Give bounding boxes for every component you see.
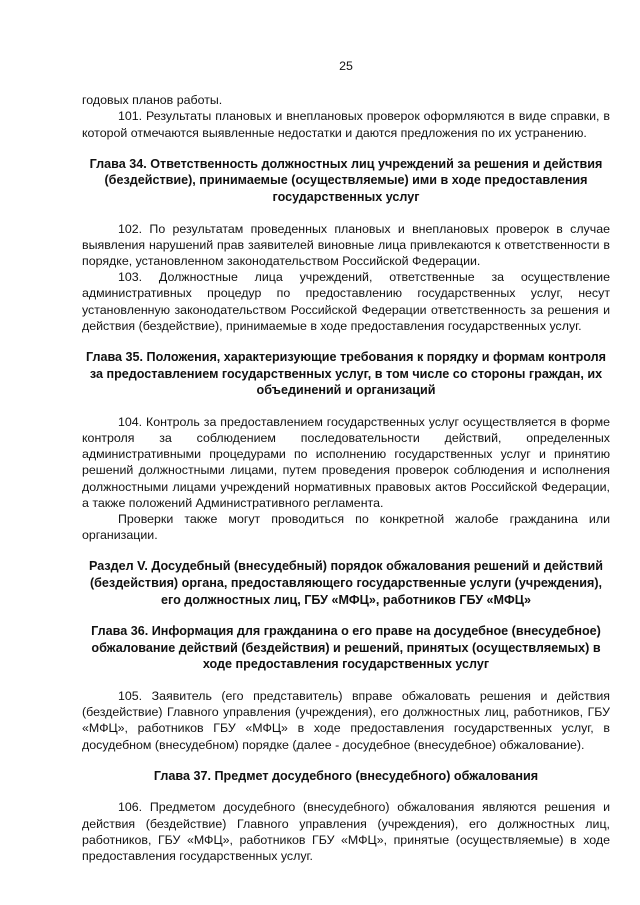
paragraph-103: 103. Должностные лица учреждений, ответственные за осуществление административных процедур по предоставлению государственных услуг, несут установленную законодательством Российской Федерации ответственность за решения и действия (бездействие), принимаемые в ходе предоставления государственных услуг. — [82, 270, 610, 333]
document-page — [82, 58, 610, 864]
paragraph-105: 105. Заявитель (его представитель) вправе обжаловать решения и действия (бездействие) Главного управления (учреждения), его должностных лиц, работников, ГБУ «МФЦ», работников ГБУ «МФЦ» в ходе предоставления государственных услуг, в досудебном (внесудебном) порядке (далее - досудебное (внесудебное) обжалование). — [82, 688, 610, 752]
chapter-36-heading: Глава 36. Информация для гражданина о его праве на досудебное (внесудебное) обжалование действий (бездействия) и решений, принятых (осуществляемых) в ходе предоставления государственных услуг — [91, 624, 601, 672]
paragraph-104-continued: Проверки также могут проводиться по конкретной жалобе гражданина или организации. — [82, 512, 610, 543]
paragraph-106: 106. Предметом досудебного (внесудебного) обжалования являются решения и действия (бездействие) Главного управления (учреждения), его должностных лиц, работников, ГБУ «МФЦ», работников ГБУ «МФЦ», принятые (осуществляемые) в ходе предоставления государственных услуг. — [82, 800, 610, 863]
chapter-35-heading: Глава 35. Положения, характеризующие требования к порядку и формам контроля за предоставлением государственных услуг, в том числе со стороны граждан, их объединений и организаций — [85, 350, 607, 398]
paragraph-101: 101. Результаты плановых и внеплановых проверок оформляются в виде справки, в которой отмечаются выявленные недостатки и даются предложения по их устранению. — [82, 109, 610, 140]
paragraph-continuation: годовых планов работы. — [82, 93, 223, 108]
chapter-34-heading: Глава 34. Ответственность должностных лиц учреждений за решения и действия (бездействие), принимаемые (осуществляемые) ими в ходе предоставления государственных услуг — [89, 156, 603, 204]
paragraph-104: 104. Контроль за предоставлением государственных услуг осуществляется в форме контроля за соблюдением последовательности действий, определенных административными процедурами по исполнению государственных услуг и принятию решений должностными лицами, путем проведения проверок соблюдения и исполнения должностными лицами учреждений нормативных правовых актов Российской Федерации, а также положений Административного регламента. — [82, 414, 610, 510]
section-5-heading: Раздел V. Досудебный (внесудебный) порядок обжалования решений и действий (бездействия) органа, предоставляющего государственные услуги (учреждения), его должностных лиц, ГБУ «МФЦ», работников ГБУ «МФЦ» — [89, 559, 603, 607]
chapter-37-heading: Глава 37. Предмет досудебного (внесудебного) обжалования — [153, 768, 539, 783]
paragraph-102: 102. По результатам проведенных плановых и внеплановых проверок в случае выявления нарушений прав заявителей виновные лица привлекаются к ответственности в порядке, установленном законодательством Российской Федерации. — [82, 221, 610, 268]
page-number: 25 — [339, 59, 353, 73]
